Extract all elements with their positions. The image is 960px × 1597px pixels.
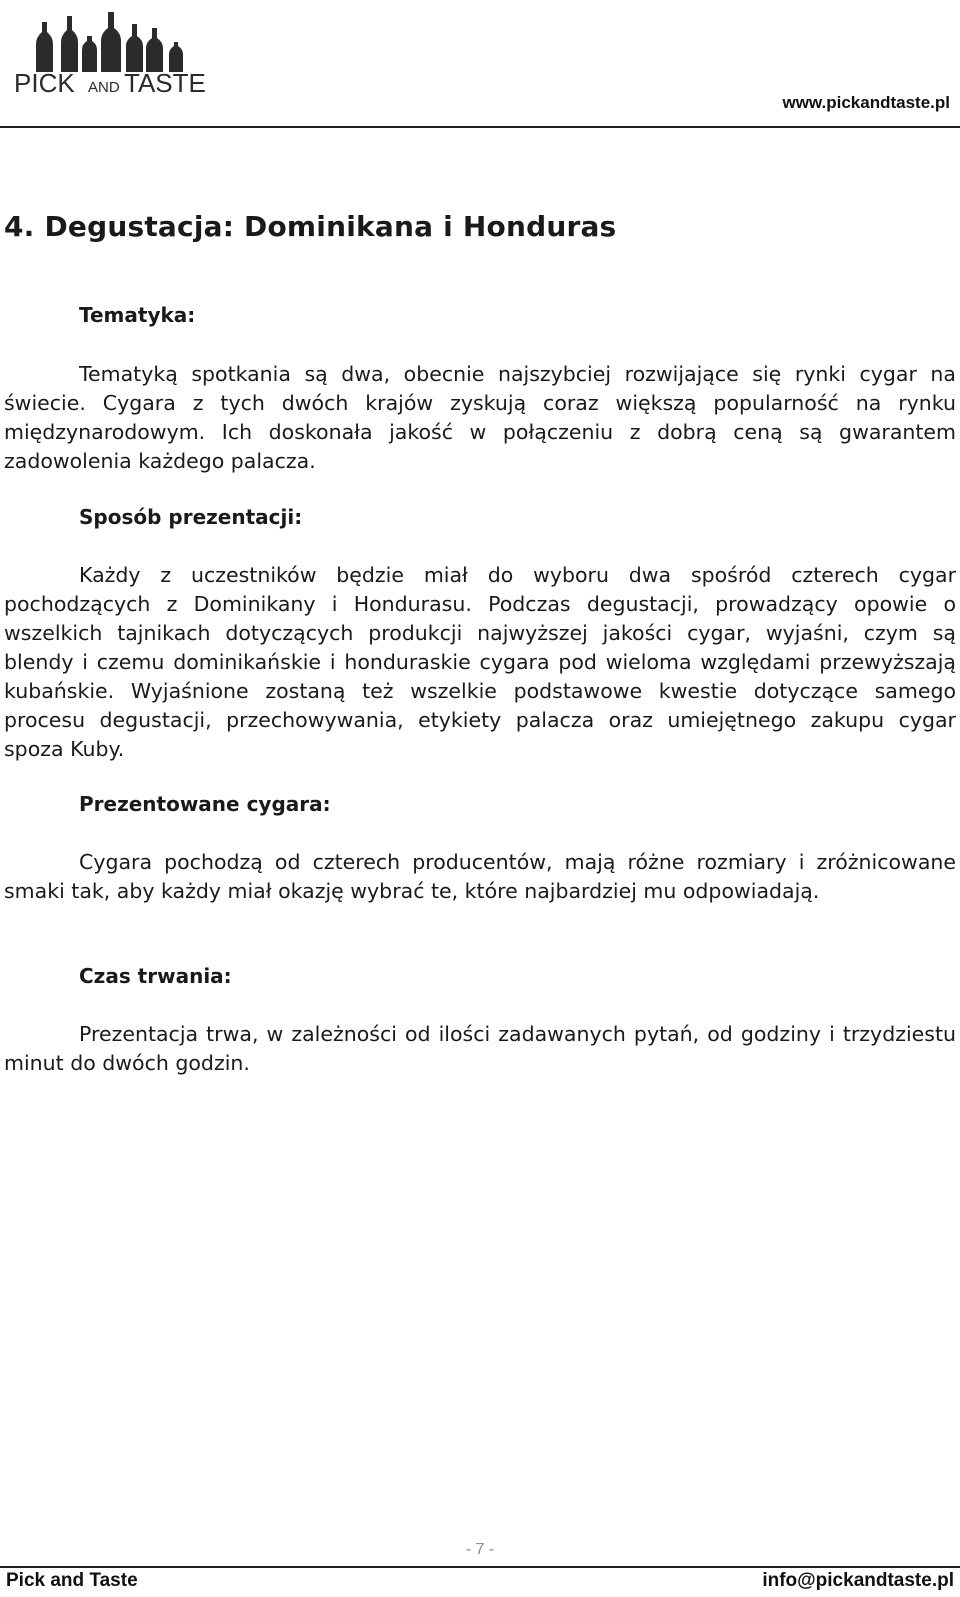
page-number: - 7 - xyxy=(465,1541,495,1558)
logo-word-and: AND xyxy=(88,79,120,96)
block-label-cigars: Prezentowane cygara: xyxy=(79,792,331,816)
pick-and-taste-logo xyxy=(12,8,212,98)
block-label-duration: Czas trwania: xyxy=(79,964,232,988)
bottles-logo-graphic xyxy=(12,8,212,98)
header-divider xyxy=(0,126,960,128)
block-label-presentation: Sposób prezentacji: xyxy=(79,505,303,529)
logo-word-pick: PICK xyxy=(14,68,75,98)
block-text-topic: Tematyką spotkania są dwa, obecnie najszybciej rozwijające się rynki cygar na świecie. Cygara z tych dwóch krajów zyskują coraz większą popularność na rynku międzynarodowym. Ich doskonała jakość w połączeniu z dobrą ceną są gwarantem zadowolenia każdego palacza. xyxy=(4,362,956,473)
block-label-topic: Tematyka: xyxy=(79,303,196,327)
block-text-duration: Prezentacja trwa, w zależności od ilości zadawanych pytań, od godziny i trzydziestu minut do dwóch godzin. xyxy=(4,1022,956,1075)
page-header xyxy=(0,0,960,128)
logo-word-taste: TASTE xyxy=(124,68,206,98)
footer-divider xyxy=(0,1566,960,1568)
footer-company: Pick and Taste xyxy=(6,1570,138,1591)
section-title: 4. Degustacja: Dominikana i Honduras xyxy=(4,210,617,243)
footer-email[interactable]: info@pickandtaste.pl xyxy=(762,1570,954,1591)
site-url[interactable]: www.pickandtaste.pl xyxy=(782,93,950,112)
block-text-presentation: Każdy z uczestników będzie miał do wyboru dwa spośród czterech cygar pochodzących z Dominikany i Hondurasu. Podczas degustacji, prowadzący opowie o wszelkich tajnikach dotyczących produkcji najwyższej jakości cygar, wyjaśni, czym są blendy i czemu dominikańskie i honduraskie cygara pod wieloma względami przewyższają kubańskie. Wyjaśnione zostaną też wszelkie podstawowe kwestie dotyczące samego procesu degustacji, przechowywania, etykiety palacza oraz umiejętnego zakupu cygar spoza Kuby. xyxy=(4,563,956,761)
block-text-cigars: Cygara pochodzą od czterech producentów, mają różne rozmiary i zróżnicowane smaki tak, aby każdy miał okazję wybrać te, które najbardziej mu odpowiadają. xyxy=(4,850,956,903)
